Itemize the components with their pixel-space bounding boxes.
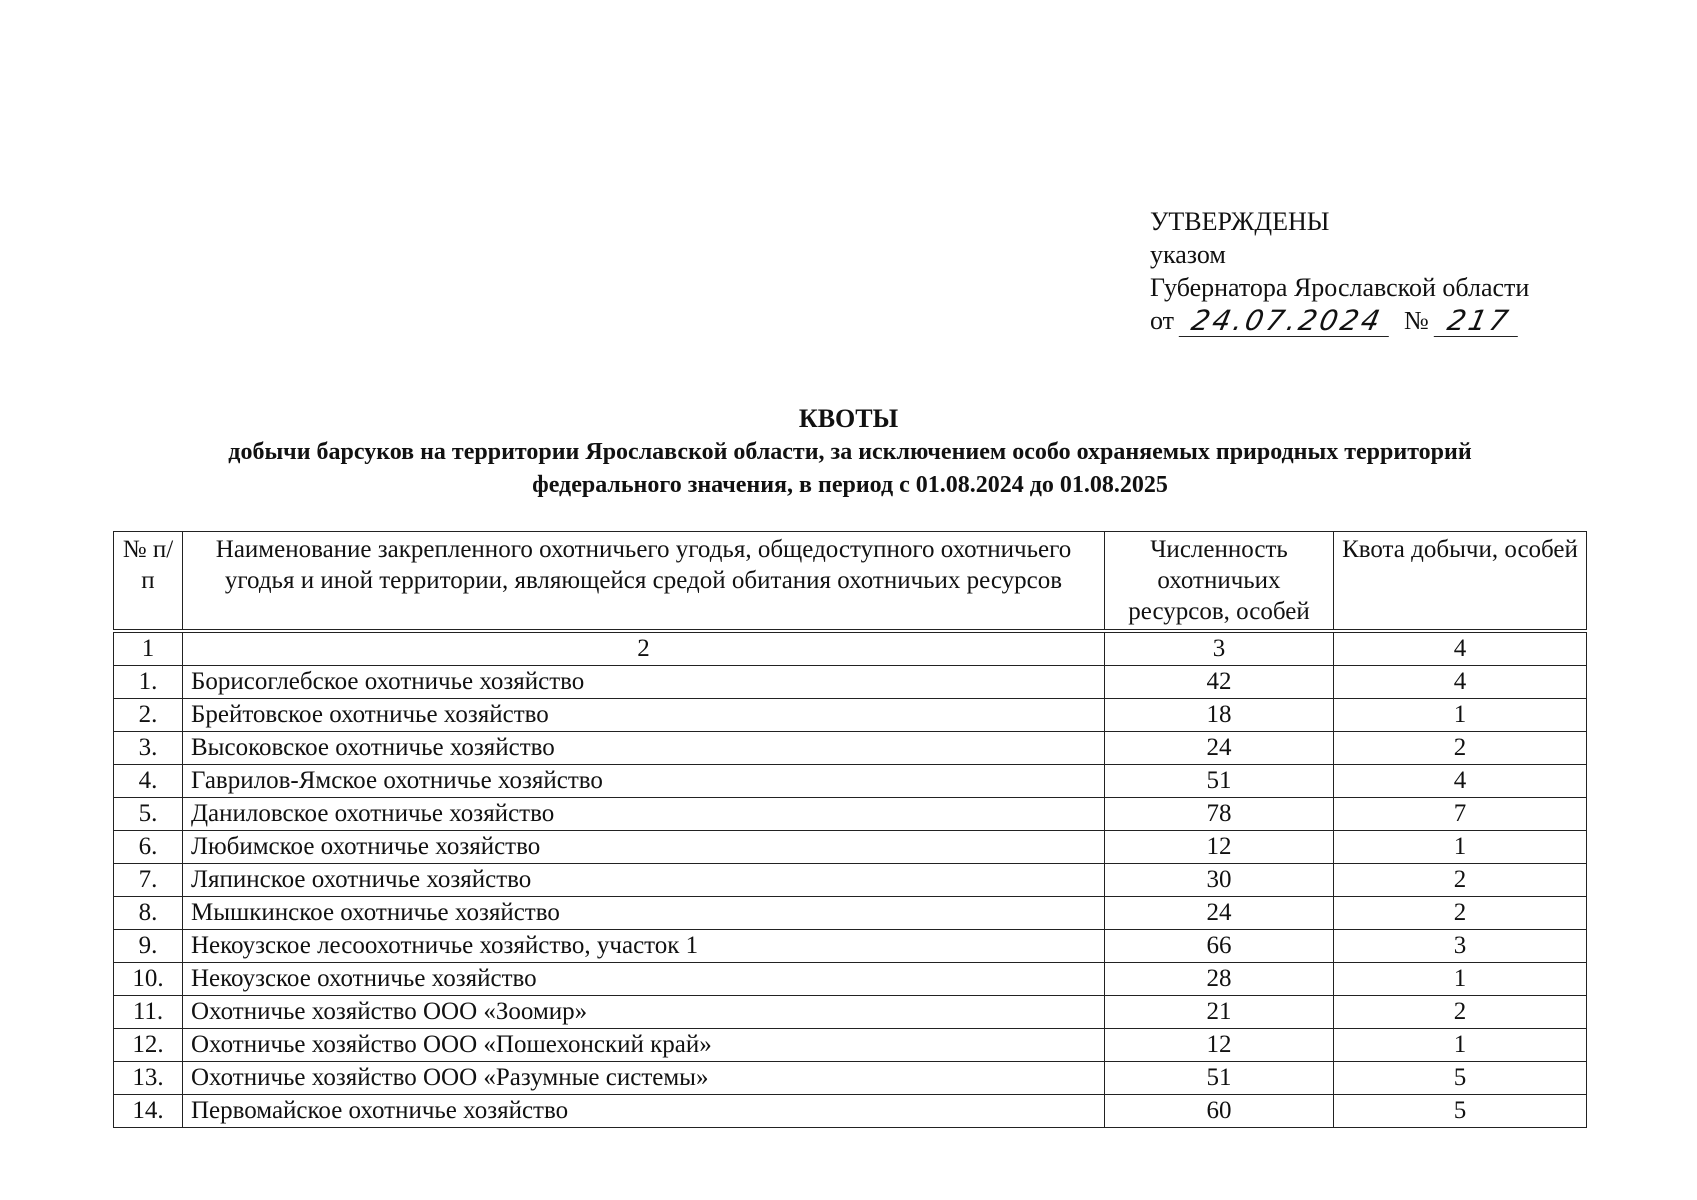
table-row xyxy=(114,666,1587,699)
row-hunting-ground-name: Мышкинское охотничье хозяйство xyxy=(183,897,1105,930)
row-hunting-ground-name: Некоузское охотничье хозяйство xyxy=(183,963,1105,996)
row-num: 4. xyxy=(114,765,183,798)
row-quota: 2 xyxy=(1334,897,1587,930)
header-num: № п/п xyxy=(114,532,183,632)
column-number-row xyxy=(114,631,1587,666)
handwritten-number: 217 xyxy=(1434,306,1525,337)
row-hunting-ground-name: Любимское охотничье хозяйство xyxy=(183,831,1105,864)
row-quota: 5 xyxy=(1334,1062,1587,1095)
approval-authority: Губернатора Ярославской области xyxy=(1150,273,1530,302)
header-count: Численность охотничьих ресурсов, особей xyxy=(1105,532,1334,632)
row-quota: 1 xyxy=(1334,699,1587,732)
table-body xyxy=(114,631,1587,1128)
column-number-1: 1 xyxy=(114,631,183,666)
column-number-4: 4 xyxy=(1334,631,1587,666)
row-population-count: 12 xyxy=(1105,1029,1334,1062)
table-row xyxy=(114,1062,1587,1095)
row-population-count: 12 xyxy=(1105,831,1334,864)
date-label: от xyxy=(1150,306,1175,335)
table-row xyxy=(114,831,1587,864)
row-hunting-ground-name: Брейтовское охотничье хозяйство xyxy=(183,699,1105,732)
table-row xyxy=(114,897,1587,930)
table-header-row xyxy=(114,532,1587,632)
column-number-3: 3 xyxy=(1105,631,1334,666)
row-num: 2. xyxy=(114,699,183,732)
row-num: 3. xyxy=(114,732,183,765)
approval-stamp-block xyxy=(1150,205,1529,337)
row-num: 5. xyxy=(114,798,183,831)
row-quota: 1 xyxy=(1334,963,1587,996)
row-population-count: 24 xyxy=(1105,732,1334,765)
approval-date-number-row xyxy=(1150,304,1529,337)
quotas-table xyxy=(113,531,1587,1128)
approval-by-decree: указом xyxy=(1150,240,1226,269)
row-quota: 2 xyxy=(1334,864,1587,897)
row-population-count: 66 xyxy=(1105,930,1334,963)
column-number-2: 2 xyxy=(183,631,1105,666)
row-hunting-ground-name: Первомайское охотничье хозяйство xyxy=(183,1095,1105,1128)
table-row xyxy=(114,930,1587,963)
table-row xyxy=(114,699,1587,732)
header-name: Наименование закрепленного охотничьего угодья, общедоступного охотничьего угодья и иной территории, являющейся средой обитания охотничьих ресурсов xyxy=(183,532,1105,632)
row-hunting-ground-name: Некоузское лесоохотничье хозяйство, участок 1 xyxy=(183,930,1105,963)
row-num: 9. xyxy=(114,930,183,963)
row-population-count: 28 xyxy=(1105,963,1334,996)
row-quota: 1 xyxy=(1334,831,1587,864)
row-num: 13. xyxy=(114,1062,183,1095)
row-quota: 4 xyxy=(1334,666,1587,699)
table-row xyxy=(114,798,1587,831)
table-row xyxy=(114,996,1587,1029)
row-hunting-ground-name: Даниловское охотничье хозяйство xyxy=(183,798,1105,831)
row-num: 10. xyxy=(114,963,183,996)
row-quota: 4 xyxy=(1334,765,1587,798)
row-quota: 7 xyxy=(1334,798,1587,831)
row-population-count: 51 xyxy=(1105,1062,1334,1095)
row-num: 1. xyxy=(114,666,183,699)
row-hunting-ground-name: Высоковское охотничье хозяйство xyxy=(183,732,1105,765)
table-row xyxy=(114,864,1587,897)
row-population-count: 18 xyxy=(1105,699,1334,732)
document-title: КВОТЫ xyxy=(798,404,899,433)
row-population-count: 42 xyxy=(1105,666,1334,699)
row-hunting-ground-name: Охотничье хозяйство ООО «Зоомир» xyxy=(183,996,1105,1029)
row-population-count: 51 xyxy=(1105,765,1334,798)
row-population-count: 21 xyxy=(1105,996,1334,1029)
table-row xyxy=(114,765,1587,798)
table-row xyxy=(114,1095,1587,1128)
table-head xyxy=(114,532,1587,632)
number-label: № xyxy=(1404,306,1429,335)
row-quota: 1 xyxy=(1334,1029,1587,1062)
row-population-count: 78 xyxy=(1105,798,1334,831)
row-num: 6. xyxy=(114,831,183,864)
subtitle-line-1: добычи барсуков на территории Ярославской области, за исключением особо охраняемых природных территорий xyxy=(228,439,1472,465)
row-num: 11. xyxy=(114,996,183,1029)
row-num: 8. xyxy=(114,897,183,930)
row-population-count: 24 xyxy=(1105,897,1334,930)
row-quota: 5 xyxy=(1334,1095,1587,1128)
subtitle-line-2: федерального значения, в период с 01.08.2024 до 01.08.2025 xyxy=(532,472,1168,498)
row-quota: 2 xyxy=(1334,996,1587,1029)
row-quota: 3 xyxy=(1334,930,1587,963)
row-population-count: 60 xyxy=(1105,1095,1334,1128)
row-hunting-ground-name: Гаврилов-Ямское охотничье хозяйство xyxy=(183,765,1105,798)
row-num: 7. xyxy=(114,864,183,897)
row-num: 12. xyxy=(114,1029,183,1062)
document-subtitle xyxy=(100,436,1600,502)
row-quota: 2 xyxy=(1334,732,1587,765)
row-hunting-ground-name: Охотничье хозяйство ООО «Разумные системы» xyxy=(183,1062,1105,1095)
table-row xyxy=(114,1029,1587,1062)
row-hunting-ground-name: Охотничье хозяйство ООО «Пошехонский край» xyxy=(183,1029,1105,1062)
header-quota: Квота добычи, особей xyxy=(1334,532,1587,632)
table-row xyxy=(114,732,1587,765)
row-population-count: 30 xyxy=(1105,864,1334,897)
approval-title: УТВЕРЖДЕНЫ xyxy=(1150,207,1330,236)
row-num: 14. xyxy=(114,1095,183,1128)
table-row xyxy=(114,963,1587,996)
handwritten-date: 24.07.2024 xyxy=(1179,306,1396,337)
row-hunting-ground-name: Борисоглебское охотничье хозяйство xyxy=(183,666,1105,699)
row-hunting-ground-name: Ляпинское охотничье хозяйство xyxy=(183,864,1105,897)
